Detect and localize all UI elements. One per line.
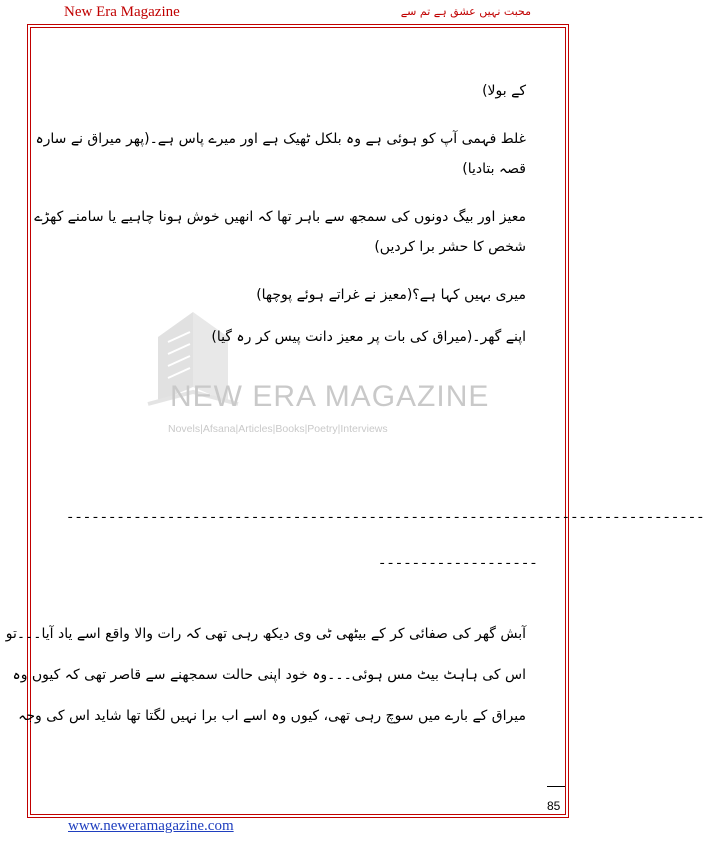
magazine-name: New Era Magazine xyxy=(64,4,180,20)
section-separator-short: ------------------- xyxy=(378,556,538,572)
text-line: قصہ بتادیا) xyxy=(462,161,526,177)
text-line: اس کی ہاہٹ بیٹ مس ہوئی۔۔۔وہ خود اپنی حالت سمجھنے سے قاصر تھی کہ کیوں وہ xyxy=(12,667,526,683)
text-line: میری بہیں کہا ہے؟(معیز نے غراتے ہوئے پوچھا) xyxy=(256,287,526,303)
text-line: شخص کا حشر برا کردیں) xyxy=(374,239,526,255)
section-separator: ---------------------------------------------------------------------------- xyxy=(66,510,705,526)
page-number: 85 xyxy=(547,799,561,813)
text-line: میراق کے بارے میں سوچ رہی تھی، کیوں وہ اسے اب برا نہیں لگتا تھا شاید اس کی وجہ xyxy=(18,708,526,724)
content-block-2 xyxy=(5,614,526,737)
footer-website-link[interactable]: www.neweramagazine.com xyxy=(68,818,234,834)
watermark-subtitle: Novels|Afsana|Articles|Books|Poetry|Interviews xyxy=(168,423,388,435)
content-block-1 xyxy=(34,76,526,352)
text-line: کے بولا) xyxy=(482,83,526,99)
page-number-rule xyxy=(547,786,565,787)
novel-title: محبت نہیں عشق ہے تم سے xyxy=(400,5,531,18)
text-line: اپنے گھر۔(میراق کی بات پر معیز دانت پیس کر رہ گیا) xyxy=(211,329,526,345)
text-line: غلط فہمی آپ کو ہوئی ہے وہ بلکل ٹھیک ہے اور میرے پاس ہے۔(پھر میراق نے سارہ xyxy=(35,131,526,147)
text-line: معیز اور بیگ دونوں کی سمجھ سے باہر تھا کہ انھیں خوش ہونا چاہیے یا سامنے کھڑے xyxy=(34,209,526,225)
watermark-title: NEW ERA MAGAZINE xyxy=(170,380,490,413)
text-line: آبش گھر کی صفائی کر کے بیٹھی ٹی وی دیکھ رہی تھی کہ رات والا واقع اسے یاد آیا۔۔۔تو xyxy=(5,626,526,642)
